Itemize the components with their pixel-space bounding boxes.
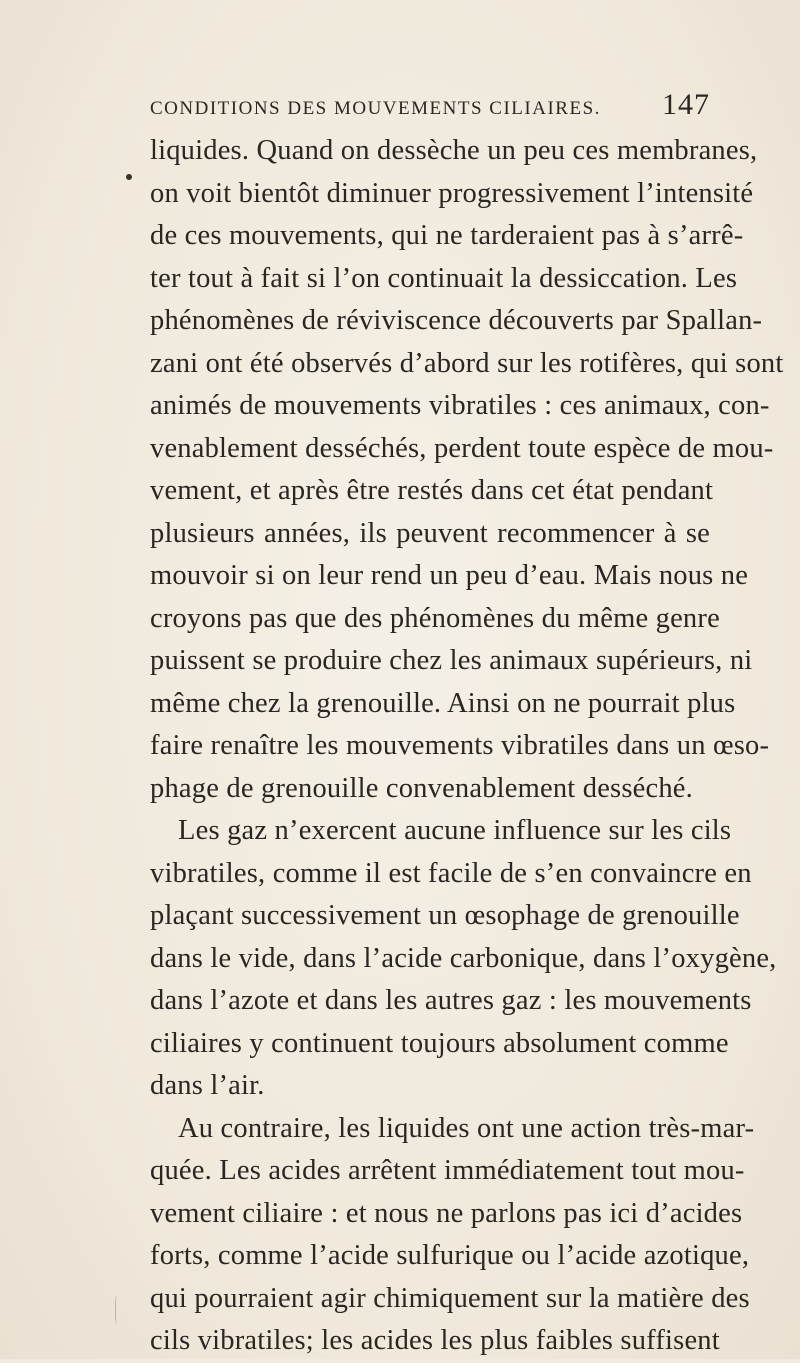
margin-dot <box>126 174 132 180</box>
page-header <box>150 88 710 128</box>
text-line: ter tout à fait si l’on continuait la dessiccation. Les <box>150 262 738 294</box>
text-line: animés de mouvements vibratiles : ces animaux, con- <box>150 390 770 421</box>
page-edge-mark <box>115 1295 119 1325</box>
text-line: de ces mouvements, qui ne tarderaient pas à s’arrê- <box>150 220 744 251</box>
text-line: plaçant successivement un œsophage de grenouille <box>150 900 740 931</box>
text-line: vement ciliaire : et nous ne parlons pas ici d’acides <box>150 1197 743 1229</box>
text-line: cils vibratiles; les acides les plus faibles suffisent <box>150 1325 720 1356</box>
text-line: on voit bientôt diminuer progressivement l’intensité <box>150 177 754 209</box>
text-line: croyons pas que des phénomènes du même genre <box>150 602 720 634</box>
text-line: plusieurs années, ils peuvent recommencer à se <box>150 517 710 549</box>
text-line: zani ont été observés d’abord sur les rotifères, qui sont <box>150 347 784 379</box>
text-line: forts, comme l’acide sulfurique ou l’acide azotique, <box>150 1240 750 1271</box>
body-text <box>150 130 784 1363</box>
text-line: vement, et après être restés dans cet état pendant <box>150 475 714 506</box>
text-line: ciliaires y continuent toujours absolument comme <box>150 1027 729 1059</box>
text-line: même chez la grenouille. Ainsi on ne pourrait plus <box>150 687 736 719</box>
text-line: dans l’air. <box>150 1070 265 1101</box>
text-line: liquides. Quand on dessèche un peu ces membranes, <box>150 135 758 166</box>
page-number: 147 <box>662 88 710 121</box>
text-line: dans l’azote et dans les autres gaz : les mouvements <box>150 985 752 1016</box>
text-line: vibratiles, comme il est facile de s’en convaincre en <box>150 857 752 889</box>
text-line: phage de grenouille convenablement desséché. <box>150 772 693 804</box>
text-line: venablement desséchés, perdent toute espèce de mou- <box>150 432 774 464</box>
text-line: mouvoir si on leur rend un peu d’eau. Mais nous ne <box>150 560 749 591</box>
paragraph-start-line: Les gaz n’exercent aucune influence sur les cils <box>178 815 732 846</box>
text-line: puissent se produire chez les animaux supérieurs, ni <box>150 645 753 676</box>
running-title: CONDITIONS DES MOUVEMENTS CILIAIRES. <box>150 98 601 119</box>
text-line: qui pourraient agir chimiquement sur la matière des <box>150 1282 750 1314</box>
text-line: phénomènes de réviviscence découverts par Spallan- <box>150 305 763 336</box>
text-line: quée. Les acides arrêtent immédiatement tout mou- <box>150 1155 745 1186</box>
text-line: dans le vide, dans l’acide carbonique, dans l’oxygène, <box>150 942 777 974</box>
text-line: faire renaître les mouvements vibratiles dans un œso- <box>150 730 770 761</box>
paragraph-start-line: Au contraire, les liquides ont une action très-mar- <box>178 1112 755 1144</box>
